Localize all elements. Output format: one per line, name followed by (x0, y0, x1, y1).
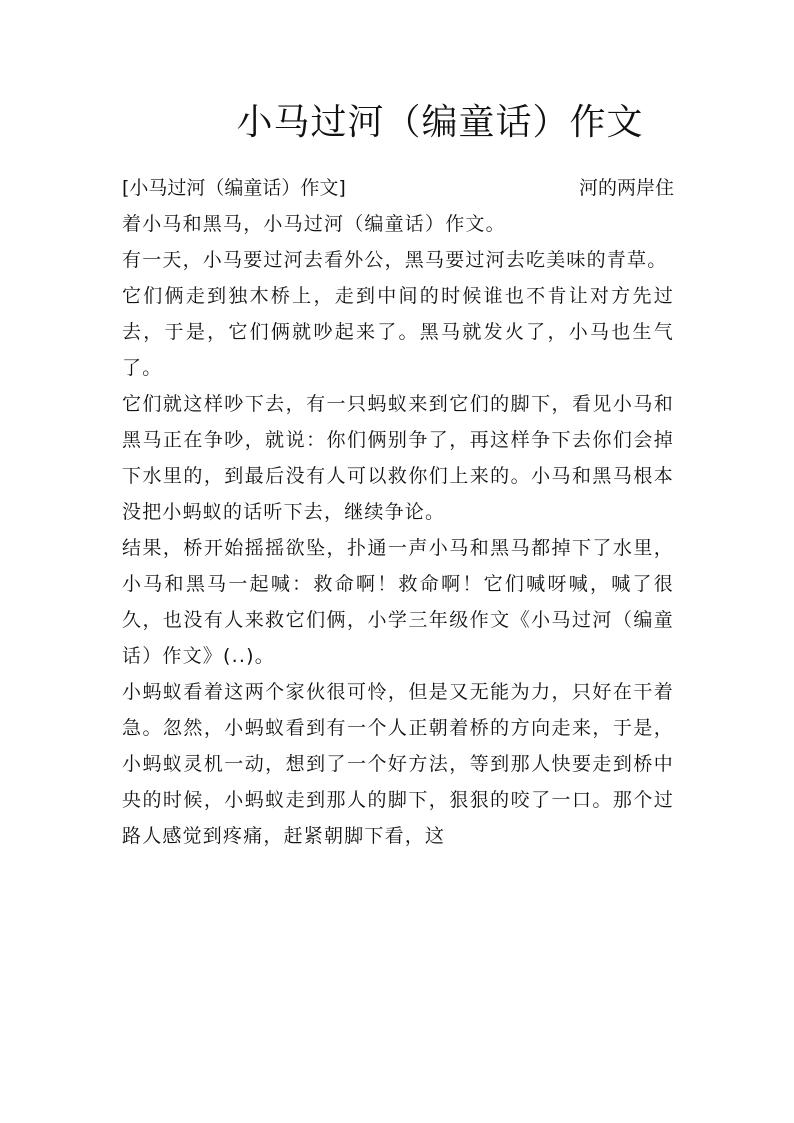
intro-rest: 着小马和黑马，小马过河（编童话）作文。 (122, 213, 506, 235)
paragraph-2: 它们俩走到独木桥上，走到中间的时候谁也不肯让对方先过去，于是，它们俩就吵起来了。黑马就发火了，小马也生气了。 (122, 285, 674, 379)
intro-continued: 河的两岸住 (578, 177, 674, 199)
intro-first-line (122, 170, 674, 206)
intro-bracket-title: [小马过河（编童话）作文] (122, 177, 346, 199)
paragraph-4: 结果，桥开始摇摇欲坠，扑通一声小马和黑马都掉下了水里，小马和黑马一起喊：救命啊！救命啊！它们喊呀喊，喊了很久，也没有人来救它们俩，小学三年级作文《小马过河（编童话）作文》(..)。 (122, 537, 674, 667)
paragraph-3: 它们就这样吵下去，有一只蚂蚁来到它们的脚下，看见小马和黑马正在争吵，就说：你们俩别争了，再这样争下去你们会掉下水里的，到最后没有人可以救你们上来的。小马和黑马根本没把小蚂蚁的话听下去，继续争论。 (122, 393, 674, 523)
paragraph-1: 有一天，小马要过河去看外公，黑马要过河去吃美味的青草。 (122, 249, 668, 271)
page-title: 小马过河（编童话）作文 (236, 102, 644, 143)
paragraph-5: 小蚂蚁看着这两个家伙很可怜，但是又无能为力，只好在干着急。忽然，小蚂蚁看到有一个人正朝着桥的方向走来，于是，小蚂蚁灵机一动，想到了一个好方法，等到那人快要走到桥中央的时候，小蚂蚁走到那人的脚下，狠狠的咬了一口。那个过路人感觉到疼痛，赶紧朝脚下看，这 (122, 681, 674, 847)
article-body (122, 170, 674, 854)
